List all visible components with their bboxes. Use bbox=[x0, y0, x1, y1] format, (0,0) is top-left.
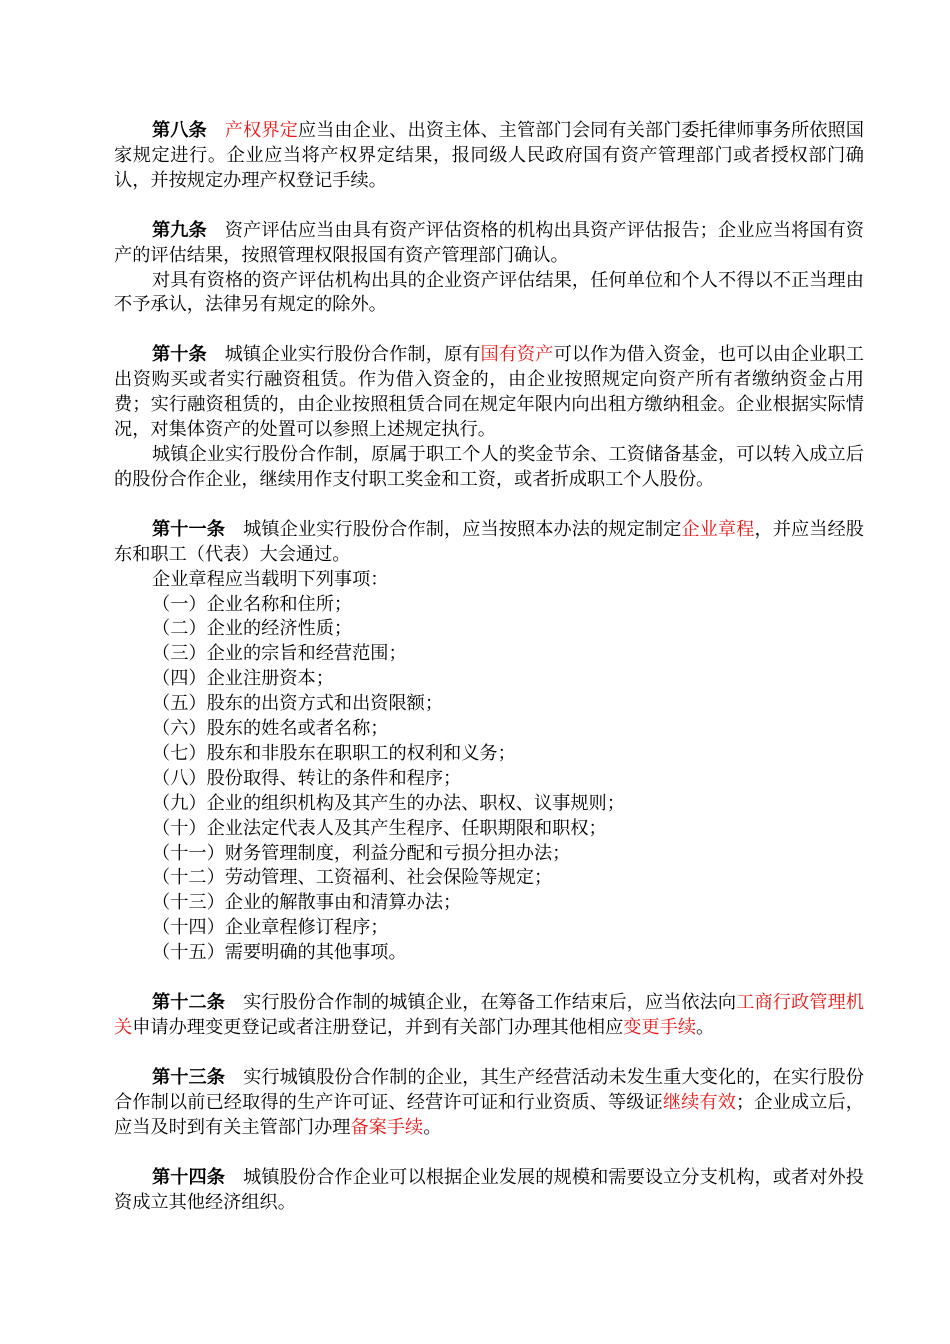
paragraph-text: 实行股份合作制的城镇企业，在筹备工作结束后，应当依法向 bbox=[243, 992, 737, 1014]
article-paragraph bbox=[114, 443, 864, 493]
charter-list-item: （六）股东的姓名或者名称； bbox=[152, 718, 389, 740]
charter-list-item: （九）企业的组织机构及其产生的办法、职权、议事规则； bbox=[152, 792, 625, 814]
paragraph-text: 对具有资格的资产评估机构出具的企业资产评估结果，任何单位和个人不得以不正当理由不予承认，法律另有规定的除外。 bbox=[114, 269, 864, 316]
article-title: 第十二条 bbox=[152, 992, 226, 1014]
paragraph-text: 企业章程应当载明下列事项： bbox=[152, 568, 389, 590]
charter-list-item: （十四）企业章程修订程序； bbox=[152, 917, 389, 939]
highlighted-term: 备案手续 bbox=[350, 1116, 424, 1138]
charter-list-item: （四）企业注册资本； bbox=[152, 668, 334, 690]
paragraph-text: ，并应当经股东和职工（代表）大会通过。 bbox=[114, 518, 864, 565]
highlighted-term: 工商行政管理机关 bbox=[114, 992, 864, 1038]
charter-list-item: （三）企业的宗旨和经营范围； bbox=[152, 643, 407, 665]
article-paragraph bbox=[114, 991, 864, 1041]
article-title: 第十条 bbox=[152, 344, 207, 366]
paragraph-text: 实行城镇股份合作制的企业，其生产经营活动未发生重大变化的，在实行股份合作制以前已经取得的生产许可证、经营许可证和行业资质、等级证 bbox=[114, 1066, 864, 1113]
charter-list-item: （七）股东和非股东在职职工的权利和义务； bbox=[152, 742, 516, 764]
article-title: 第八条 bbox=[152, 120, 207, 141]
charter-list-item: （十一）财务管理制度，利益分配和亏损分担办法； bbox=[152, 842, 571, 864]
charter-list-item: （八）股份取得、转让的条件和程序； bbox=[152, 767, 462, 789]
paragraph-text: 城镇企业实行股份合作制，原属于职工个人的奖金节余、工资储备基金，可以转入成立后的股份合作企业，继续用作支付职工奖金和工资，或者折成职工个人股份。 bbox=[114, 443, 864, 490]
charter-list-item: （十五）需要明确的其他事项。 bbox=[152, 942, 407, 964]
article-paragraph bbox=[114, 343, 864, 443]
paragraph-text: 城镇企业实行股份合作制，原有 bbox=[224, 344, 481, 366]
article-paragraph bbox=[114, 119, 864, 194]
article-section bbox=[114, 1166, 864, 1216]
article-title: 第十一条 bbox=[152, 518, 226, 540]
highlighted-term: 继续有效 bbox=[662, 1091, 737, 1113]
article-paragraph bbox=[114, 568, 864, 593]
highlighted-term: 国有资产 bbox=[480, 344, 554, 366]
article-section bbox=[114, 219, 864, 319]
charter-list-item: （二）企业的经济性质； bbox=[152, 618, 353, 640]
charter-list-item: （十三）企业的解散事由和清算办法； bbox=[152, 892, 462, 914]
highlighted-term: 企业章程 bbox=[681, 518, 755, 540]
article-section bbox=[114, 1066, 864, 1141]
paragraph-text: 应当由企业、出资主体、主管部门会同有关部门委托律师事务所依照国家规定进行。企业应当将产权界定结果，报同级人民政府国有资产管理部门或者授权部门确认，并按规定办理产权登记手续。 bbox=[114, 120, 864, 191]
highlighted-term: 变更手续 bbox=[623, 1017, 697, 1038]
highlighted-term: 产权界定 bbox=[224, 120, 298, 141]
charter-list-item: （十二）劳动管理、工资福利、社会保险等规定； bbox=[152, 867, 553, 889]
article-title: 第十三条 bbox=[152, 1066, 226, 1088]
paragraph-text: 申请办理变更登记或者注册登记，并到有关部门办理其他相应 bbox=[132, 1017, 624, 1038]
charter-list-item: （一）企业名称和住所； bbox=[152, 593, 353, 615]
article-paragraph bbox=[114, 1066, 864, 1141]
article-title: 第九条 bbox=[152, 219, 207, 241]
paragraph-text: 城镇股份合作企业可以根据企业发展的规模和需要设立分支机构，或者对外投资成立其他经济组织。 bbox=[114, 1166, 864, 1213]
article-paragraph bbox=[114, 269, 864, 319]
article-section bbox=[114, 119, 864, 194]
article-title: 第十四条 bbox=[152, 1166, 226, 1188]
charter-list-item: （十）企业法定代表人及其产生程序、任职期限和职权； bbox=[152, 817, 607, 839]
article-paragraph bbox=[114, 219, 864, 269]
document-page bbox=[114, 119, 864, 1240]
article-section bbox=[114, 518, 864, 966]
article-section bbox=[114, 343, 864, 492]
paragraph-text: 。 bbox=[696, 1017, 715, 1038]
paragraph-text: 。 bbox=[423, 1116, 442, 1138]
paragraph-text: 城镇企业实行股份合作制，应当按照本办法的规定制定 bbox=[243, 518, 682, 540]
paragraph-text: 可以作为借入资金，也可以由企业职工出资购买或者实行融资租赁。作为借入资金的，由企业按照规定向资产所有者缴纳资金占用费；实行融资租赁的，由企业按照租赁合同在规定年限内向出租方缴纳租金。企业根据实际情况，对集体资产的处置可以参照上述规定执行。 bbox=[114, 344, 864, 441]
article-paragraph bbox=[114, 518, 864, 568]
article-section bbox=[114, 991, 864, 1041]
charter-list-item: （五）股东的出资方式和出资限额； bbox=[152, 693, 444, 715]
paragraph-text: 资产评估应当由具有资产评估资格的机构出具资产评估报告；企业应当将国有资产的评估结果，按照管理权限报国有资产管理部门确认。 bbox=[114, 219, 864, 266]
paragraph-text: ；企业成立后，应当及时到有关主管部门办理 bbox=[114, 1091, 864, 1138]
article-paragraph bbox=[114, 1166, 864, 1216]
